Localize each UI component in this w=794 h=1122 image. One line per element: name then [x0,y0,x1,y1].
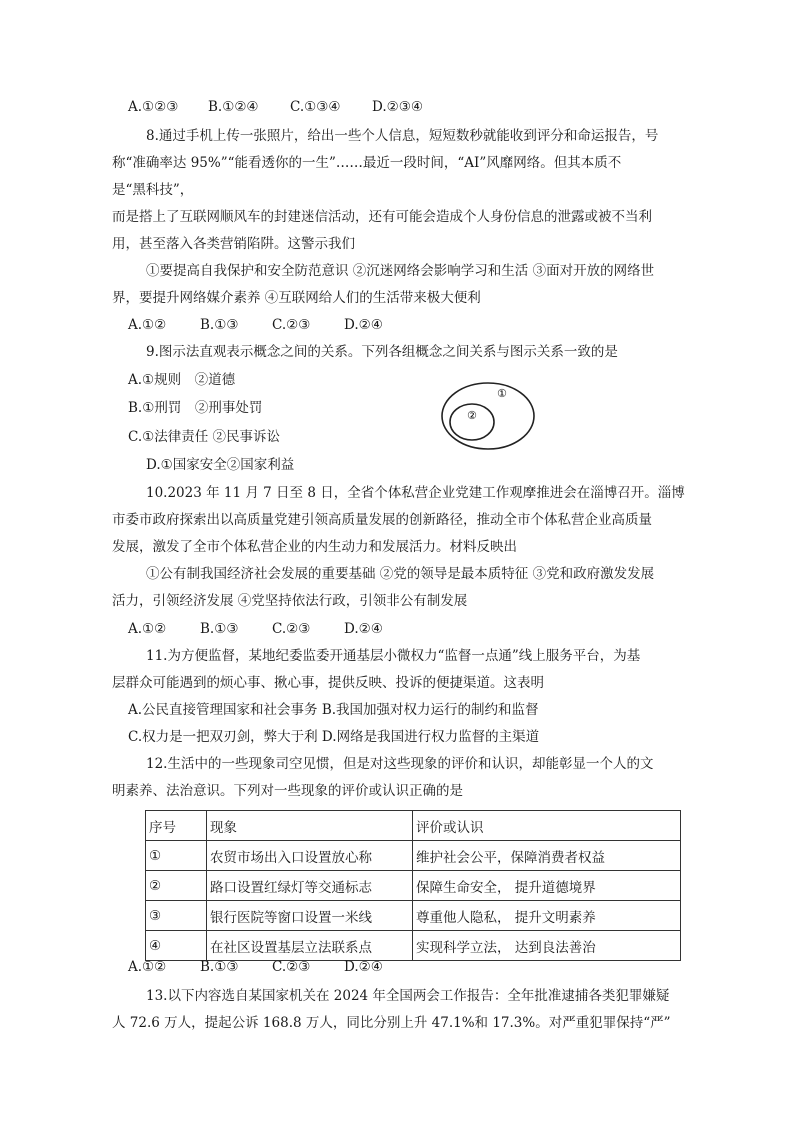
q8-line: ①要提高自我保护和安全防范意识 ②沉迷网络会影响学习和生活 ③面对开放的网络世 [146,263,655,279]
table-row [146,841,681,871]
q7-options [128,97,423,117]
q10-line: 市委市政府探索出以高质量党建引领高质量发展的创新路径，推动全市个体私营企业高质量 [112,512,652,528]
table-cell: ② [146,871,207,901]
q9-option-a: A.①规则 ②道德 [128,372,236,388]
q10-option-c: C.②③ [272,621,311,637]
table-cell: 维护社会公平，保障消费者权益 [413,841,681,871]
q10-line: ①公有制我国经济社会发展的重要基础 ②党的领导是最本质特征 ③党和政府激发发展 [146,566,655,582]
q10-line: 活力，引领经济发展 ④党坚持依法行政，引领非公有制发展 [112,593,468,609]
inner-label: ② [467,409,477,422]
table-cell: 尊重他人隐私， 提升文明素养 [413,901,681,931]
table-cell: ④ [146,931,207,961]
q11-line: 11.为方便监督，某地纪委监委开通基层小微权力“监督一点通”线上服务平台，为基 [146,648,641,664]
q10-option-a: A.①② [128,621,167,637]
q10-options [128,619,383,639]
q10-line: 发展，激发了全市个体私营企业的内生动力和发展活力。材料反映出 [112,539,517,555]
table-cell: 路口设置红绿灯等交通标志 [207,871,413,901]
q7-option-b: B.①②④ [208,99,259,115]
q8-line: 是“黑科技”， [112,182,194,198]
q7-option-a: A.①②③ [128,99,179,115]
q13-line: 13.以下内容选自某国家机关在 2024 年全国两会工作报告：全年批准逮捕各类犯罪嫌疑 [146,988,670,1004]
table-row [146,871,681,901]
table-header-cell: 现象 [207,811,413,841]
q8-option-d: D.②④ [344,317,383,333]
q8-options [128,315,383,335]
q8-line: 称“准确率达 95%”“能看透你的一生”……最近一段时间，“AI”风靡网络。但其本质不 [112,155,622,171]
table-header-row [146,811,681,841]
q12-option-d: D.②④ [344,959,383,975]
q11-options-ab: A.公民直接管理国家和社会事务 B.我国加强对权力运行的制约和监督 [128,702,539,718]
q7-option-d: D.②③④ [372,99,423,115]
q12-option-b: B.①③ [200,959,239,975]
q7-option-c: C.①③④ [290,99,341,115]
table-row [146,901,681,931]
phenomena-table [145,810,681,961]
q8-line: 而是搭上了互联网顺风车的封建迷信活动，还有可能会造成个人身份信息的泄露或被不当利 [112,209,652,225]
q9-option-d: D.①国家安全②国家利益 [146,457,295,473]
q10-line: 10.2023 年 11 月 7 日至 8 日，全省个体私营企业党建工作观摩推进会在淄博召开。淄博 [146,485,685,501]
table-cell: 农贸市场出入口设置放心称 [207,841,413,871]
q8-line: 8.通过手机上传一张照片，给出一些个人信息，短短数秒就能收到评分和命运报告，号 [146,128,659,144]
q9-option-c: C.①法律责任 ②民事诉讼 [128,429,281,445]
q12-option-c: C.②③ [272,959,311,975]
table-cell: ① [146,841,207,871]
q9-stem: 9.图示法直观表示概念之间的关系。下列各组概念之间关系与图示关系一致的是 [146,344,618,360]
q12-line: 明素养、法治意识。下列对一些现象的评价或认识正确的是 [112,783,463,799]
q12-option-a: A.①② [128,959,167,975]
venn-diagram [440,381,536,451]
table-cell: 银行医院等窗口设置一米线 [207,901,413,931]
q8-option-a: A.①② [128,317,167,333]
q10-option-b: B.①③ [200,621,239,637]
table-cell: ③ [146,901,207,931]
table-cell: 保障生命安全， 提升道德境界 [413,871,681,901]
q13-line: 人 72.6 万人，提起公诉 168.8 万人，同比分别上升 47.1%和 17.3%。对严重犯罪保持“严” [112,1015,671,1031]
q11-options-cd: C.权力是一把双刃剑，弊大于利 D.网络是我国进行权力监督的主渠道 [128,729,540,745]
q8-line: 用，甚至落入各类营销陷阱。这警示我们 [112,236,355,252]
q12-line: 12.生活中的一些现象司空见惯，但是对这些现象的评价和认识，却能彰显一个人的文 [146,756,654,772]
table-cell: 实现科学立法， 达到良法善治 [413,931,681,961]
outer-label: ① [497,387,507,400]
q8-option-c: C.②③ [272,317,311,333]
table-header-cell: 评价或认识 [413,811,681,841]
q12-options [128,957,383,977]
q9-option-b: B.①刑罚 ②刑事处罚 [128,400,263,416]
table-row [146,931,681,961]
q8-option-b: B.①③ [200,317,239,333]
table-cell: 在社区设置基层立法联系点 [207,931,413,961]
q11-line: 层群众可能遇到的烦心事、揪心事，提供反映、投诉的便捷渠道。这表明 [112,675,544,691]
table-header-cell: 序号 [146,811,207,841]
outer-circle [442,383,534,449]
q8-line: 界，要提升网络媒介素养 ④互联网给人们的生活带来极大便利 [112,290,481,306]
q10-option-d: D.②④ [344,621,383,637]
